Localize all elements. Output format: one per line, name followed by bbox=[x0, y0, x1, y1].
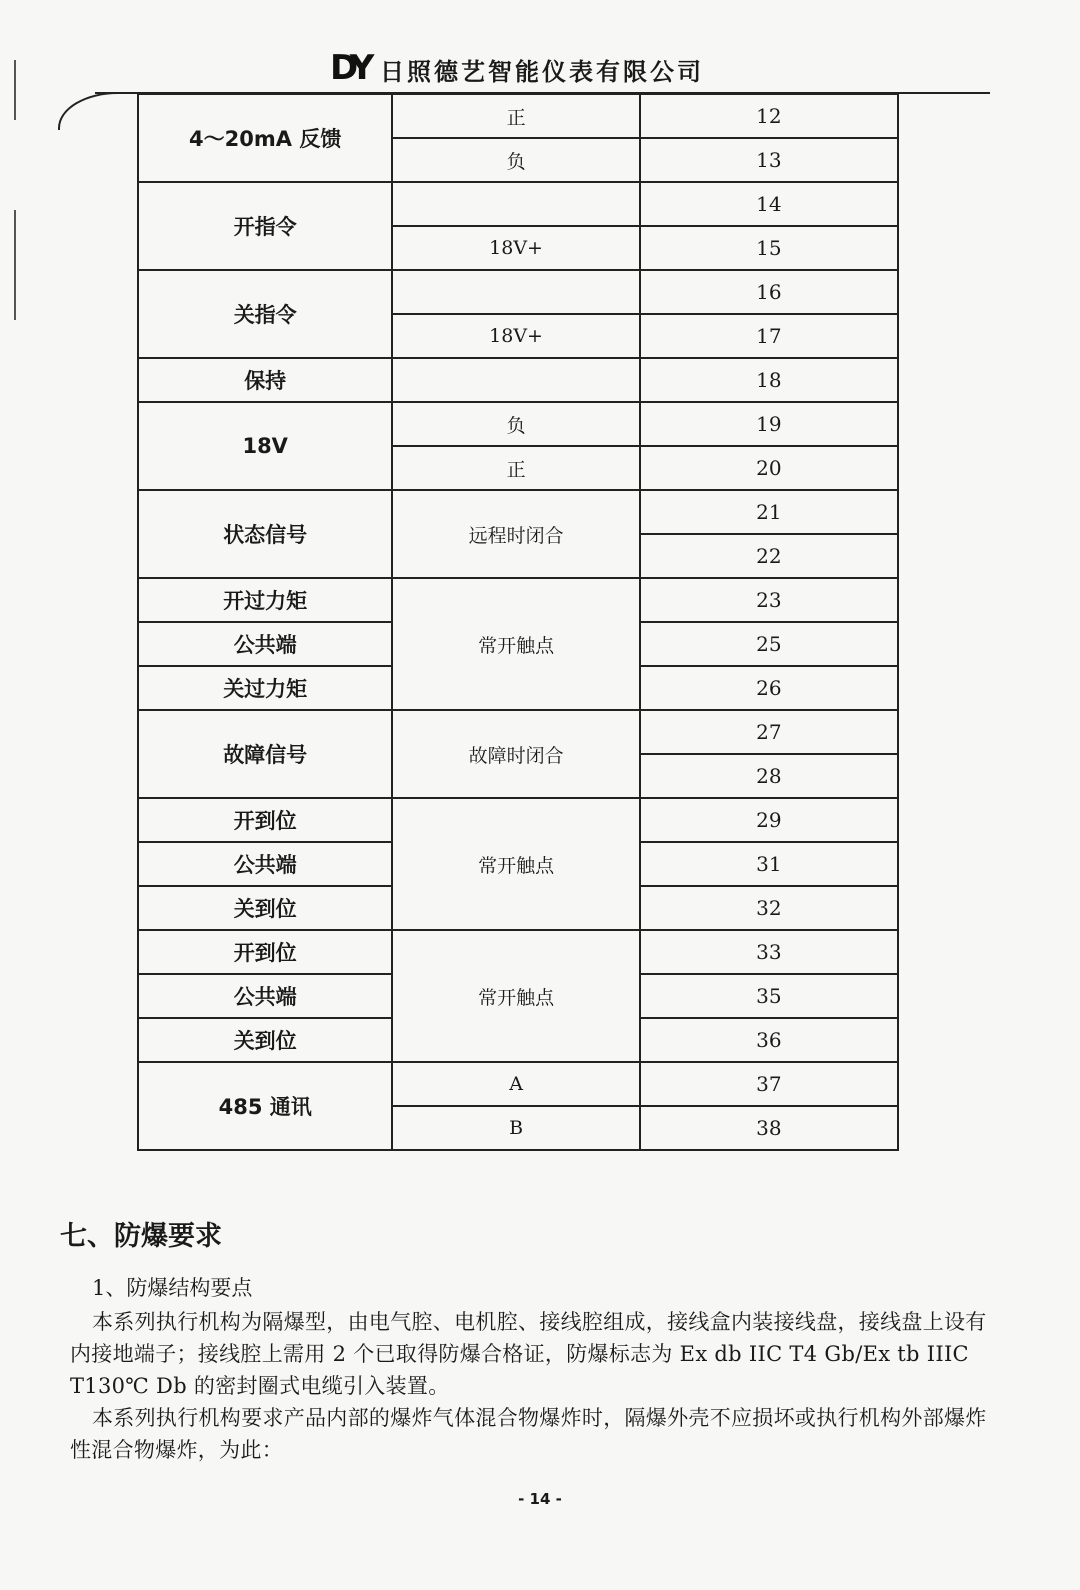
paragraph: 本系列执行机构要求产品内部的爆炸气体混合物爆炸时，隔爆外壳不应损坏或执行机构外部爆炸性混合物爆炸，为此： bbox=[70, 1406, 987, 1462]
terminal-number-cell: 15 bbox=[640, 226, 898, 270]
value-cell: 常开触点 bbox=[392, 930, 639, 1062]
value-cell: A bbox=[392, 1062, 639, 1106]
terminal-number-cell: 20 bbox=[640, 446, 898, 490]
signal-cell: 关过力矩 bbox=[138, 666, 392, 710]
signal-cell: 公共端 bbox=[138, 622, 392, 666]
table-row bbox=[138, 270, 898, 314]
signal-cell: 开到位 bbox=[138, 798, 392, 842]
value-cell: 18V+ bbox=[392, 226, 639, 270]
table-row bbox=[138, 94, 898, 138]
terminal-number-cell: 14 bbox=[640, 182, 898, 226]
value-cell: 常开触点 bbox=[392, 578, 639, 710]
terminal-number-cell: 33 bbox=[640, 930, 898, 974]
signal-cell: 开到位 bbox=[138, 930, 392, 974]
value-cell: B bbox=[392, 1106, 639, 1150]
signal-cell: 关到位 bbox=[138, 886, 392, 930]
terminal-number-cell: 38 bbox=[640, 1106, 898, 1150]
signal-cell: 开过力矩 bbox=[138, 578, 392, 622]
terminal-number-cell: 23 bbox=[640, 578, 898, 622]
signal-cell: 485 通讯 bbox=[138, 1062, 392, 1150]
terminal-number-cell: 32 bbox=[640, 886, 898, 930]
paragraph: 本系列执行机构为隔爆型，由电气腔、电机腔、接线腔组成，接线盒内装接线盘，接线盘上设有内接地端子；接线腔上需用 2 个已取得防爆合格证，防爆标志为 Ex db IIC T4 Gb/Ex tb IIIC T130℃ Db 的密封圈式电缆引入装置。 bbox=[70, 1310, 987, 1398]
signal-cell: 开指令 bbox=[138, 182, 392, 270]
signal-cell: 状态信号 bbox=[138, 490, 392, 578]
signal-cell: 故障信号 bbox=[138, 710, 392, 798]
value-cell: 故障时闭合 bbox=[392, 710, 639, 798]
value-cell: 常开触点 bbox=[392, 798, 639, 930]
table-row bbox=[138, 358, 898, 402]
terminal-number-cell: 37 bbox=[640, 1062, 898, 1106]
terminal-number-cell: 28 bbox=[640, 754, 898, 798]
table-row bbox=[138, 578, 898, 622]
signal-cell: 关到位 bbox=[138, 1018, 392, 1062]
terminal-number-cell: 21 bbox=[640, 490, 898, 534]
terminal-number-cell: 29 bbox=[640, 798, 898, 842]
signal-cell: 4～20mA 反馈 bbox=[138, 94, 392, 182]
company-name: 日照德艺智能仪表有限公司 bbox=[380, 58, 704, 86]
terminal-number-cell: 13 bbox=[640, 138, 898, 182]
signal-cell: 公共端 bbox=[138, 842, 392, 886]
table-row bbox=[138, 182, 898, 226]
company-logo: DY bbox=[330, 48, 369, 88]
page-number: - 14 - bbox=[518, 1490, 562, 1508]
table-row bbox=[138, 798, 898, 842]
signal-cell: 关指令 bbox=[138, 270, 392, 358]
table-row bbox=[138, 710, 898, 754]
terminal-number-cell: 27 bbox=[640, 710, 898, 754]
section-title: 七、防爆要求 bbox=[60, 1221, 222, 1252]
value-cell bbox=[392, 358, 639, 402]
table-row bbox=[138, 402, 898, 446]
value-cell: 正 bbox=[392, 94, 639, 138]
header-rule-curve bbox=[58, 92, 120, 130]
signal-cell: 保持 bbox=[138, 358, 392, 402]
terminal-number-cell: 12 bbox=[640, 94, 898, 138]
value-cell bbox=[392, 182, 639, 226]
terminal-number-cell: 22 bbox=[640, 534, 898, 578]
value-cell bbox=[392, 270, 639, 314]
terminal-wiring-table bbox=[137, 93, 899, 1151]
table-row bbox=[138, 930, 898, 974]
subsection-title: 1、防爆结构要点 bbox=[92, 1276, 253, 1300]
signal-cell: 18V bbox=[138, 402, 392, 490]
table-row bbox=[138, 490, 898, 534]
terminal-number-cell: 18 bbox=[640, 358, 898, 402]
value-cell: 18V+ bbox=[392, 314, 639, 358]
signal-cell: 公共端 bbox=[138, 974, 392, 1018]
terminal-number-cell: 36 bbox=[640, 1018, 898, 1062]
terminal-number-cell: 26 bbox=[640, 666, 898, 710]
scan-edge-mark bbox=[14, 210, 16, 320]
terminal-number-cell: 35 bbox=[640, 974, 898, 1018]
terminal-number-cell: 16 bbox=[640, 270, 898, 314]
value-cell: 远程时闭合 bbox=[392, 490, 639, 578]
value-cell: 负 bbox=[392, 138, 639, 182]
letterhead bbox=[330, 42, 704, 88]
terminal-number-cell: 25 bbox=[640, 622, 898, 666]
value-cell: 负 bbox=[392, 402, 639, 446]
terminal-number-cell: 31 bbox=[640, 842, 898, 886]
table-row bbox=[138, 1062, 898, 1106]
terminal-number-cell: 19 bbox=[640, 402, 898, 446]
value-cell: 正 bbox=[392, 446, 639, 490]
scan-edge-mark bbox=[14, 60, 16, 120]
terminal-number-cell: 17 bbox=[640, 314, 898, 358]
